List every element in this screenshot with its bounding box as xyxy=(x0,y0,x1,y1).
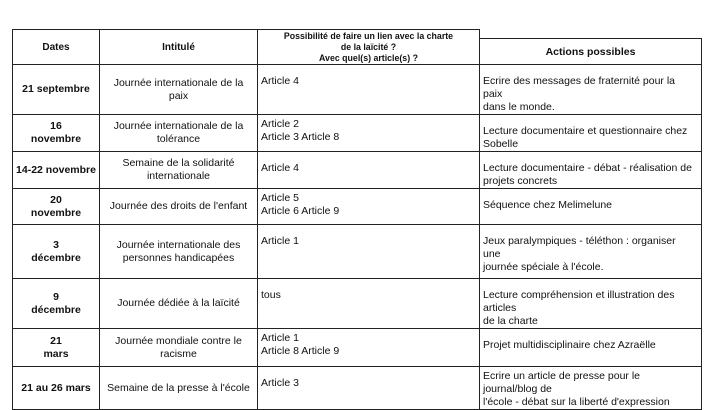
articles-cell xyxy=(258,189,480,225)
articles-cell-line: Article 5 xyxy=(261,192,299,204)
title-cell-line: Journée internationale de la xyxy=(113,120,244,132)
title-cell xyxy=(100,189,258,225)
actions-cell-line: Ecrire un article de presse pour le journal/blog de xyxy=(483,370,640,395)
actions-cell-line: l'école - débat sur la liberté d'expression xyxy=(483,396,670,408)
table-row xyxy=(13,115,702,152)
articles-cell xyxy=(258,65,480,115)
actions-cell-line: Lecture documentaire et questionnaire chez xyxy=(483,125,688,137)
date-cell xyxy=(13,152,100,189)
articles-cell xyxy=(258,279,480,329)
articles-cell xyxy=(258,367,480,410)
title-cell-line: Semaine de la presse à l'école xyxy=(107,381,250,394)
date-cell-line: décembre xyxy=(31,303,81,316)
document-page xyxy=(12,29,702,408)
calendar-table xyxy=(12,29,702,410)
actions-cell xyxy=(480,329,702,367)
title-cell xyxy=(100,367,258,410)
actions-cell-line: Séquence chez Melimelune xyxy=(483,199,612,211)
date-cell-line: mars xyxy=(43,347,69,360)
date-cell xyxy=(13,65,100,115)
date-cell-line: 21 au 26 mars xyxy=(21,381,91,394)
title-cell-line: personnes handicapées xyxy=(122,251,235,264)
title-cell-line: Journée dédiée à la laïcité xyxy=(117,297,240,309)
title-cell-line: paix xyxy=(168,89,189,102)
actions-cell-line: Ecrire des messages de fraternité pour la paix xyxy=(483,75,676,100)
date-cell xyxy=(13,279,100,329)
table-row xyxy=(13,189,702,225)
title-cell xyxy=(100,65,258,115)
date-cell-line: 21 septembre xyxy=(22,83,90,95)
articles-cell-line: Article 3 Article 8 xyxy=(261,131,340,143)
title-cell xyxy=(100,279,258,329)
title-cell-line: Journée mondiale contre le xyxy=(115,334,242,347)
actions-cell-line: Lecture compréhension et illustration des articles xyxy=(483,289,675,314)
actions-cell-line: Jeux paralympiques - téléthon : organiser une xyxy=(483,235,676,260)
articles-cell-line: Article 6 Article 9 xyxy=(261,205,340,217)
date-cell xyxy=(13,115,100,152)
actions-cell xyxy=(480,225,702,279)
actions-cell-line: journée spéciale à l'école. xyxy=(483,261,604,273)
articles-cell-line: tous xyxy=(261,289,281,301)
header-articles xyxy=(258,30,480,65)
header-articles-line: de la laïcité ? xyxy=(340,42,397,52)
articles-cell xyxy=(258,115,480,152)
articles-cell-line: Article 1 xyxy=(261,332,299,344)
actions-cell-line: projets concrets xyxy=(483,175,558,187)
articles-cell-line: Article 2 xyxy=(261,118,299,130)
actions-cell-line: dans le monde. xyxy=(483,101,555,113)
articles-cell-line: Article 3 xyxy=(261,377,299,389)
table-row xyxy=(13,329,702,367)
title-cell-line: Journée des droits de l'enfant xyxy=(109,200,248,212)
table-row xyxy=(13,279,702,329)
title-cell-line: Semaine de la solidarité xyxy=(122,157,235,169)
header-articles-line: Possibilité de faire un lien avec la charte xyxy=(283,31,454,41)
actions-cell xyxy=(480,279,702,329)
header-spacer xyxy=(480,30,702,39)
header-articles-line: Avec quel(s) article(s) ? xyxy=(319,53,418,63)
date-cell-line: novembre xyxy=(30,206,82,219)
table-row xyxy=(13,225,702,279)
date-cell-line: 14-22 novembre xyxy=(16,163,96,176)
title-cell xyxy=(100,225,258,279)
articles-cell xyxy=(258,152,480,189)
date-cell xyxy=(13,329,100,367)
actions-cell xyxy=(480,189,702,225)
date-cell-line: décembre xyxy=(31,251,81,264)
date-cell-line: novembre xyxy=(30,133,82,145)
title-cell-line: racisme xyxy=(160,347,197,360)
actions-cell-line: de la charte xyxy=(483,315,538,327)
header-title: Intitulé xyxy=(100,30,258,65)
date-cell xyxy=(13,225,100,279)
actions-cell-line: Sobelle xyxy=(483,138,519,150)
articles-cell xyxy=(258,329,480,367)
articles-cell-line: Article 4 xyxy=(261,75,299,87)
title-cell-line: Journée internationale des xyxy=(116,238,241,251)
title-cell xyxy=(100,152,258,189)
actions-cell-line: Projet multidisciplinaire chez Azraëlle xyxy=(483,339,656,351)
actions-cell xyxy=(480,152,702,189)
table-row xyxy=(13,367,702,410)
date-cell-line: 16 xyxy=(50,120,62,132)
title-cell-line: Journée internationale de la xyxy=(113,76,244,89)
date-cell xyxy=(13,189,100,225)
header-actions: Actions possibles xyxy=(480,39,702,65)
actions-cell xyxy=(480,65,702,115)
actions-cell xyxy=(480,115,702,152)
date-cell xyxy=(13,367,100,410)
articles-cell-line: Article 4 xyxy=(261,162,299,174)
title-cell xyxy=(100,115,258,152)
date-cell-line: 20 xyxy=(50,193,62,206)
table-row xyxy=(13,65,702,115)
date-cell-line: 3 xyxy=(53,238,59,251)
title-cell-line: internationale xyxy=(146,170,211,182)
title-cell xyxy=(100,329,258,367)
articles-cell xyxy=(258,225,480,279)
date-cell-line: 21 xyxy=(50,334,62,347)
date-cell-line: 9 xyxy=(53,290,59,303)
actions-cell-line: Lecture documentaire - débat - réalisation de xyxy=(483,162,692,174)
articles-cell-line: Article 1 xyxy=(261,235,299,247)
table-row xyxy=(13,152,702,189)
articles-cell-line: Article 8 Article 9 xyxy=(261,345,340,357)
title-cell-line: tolérance xyxy=(156,133,201,145)
header-dates: Dates xyxy=(13,30,100,65)
actions-cell xyxy=(480,367,702,410)
